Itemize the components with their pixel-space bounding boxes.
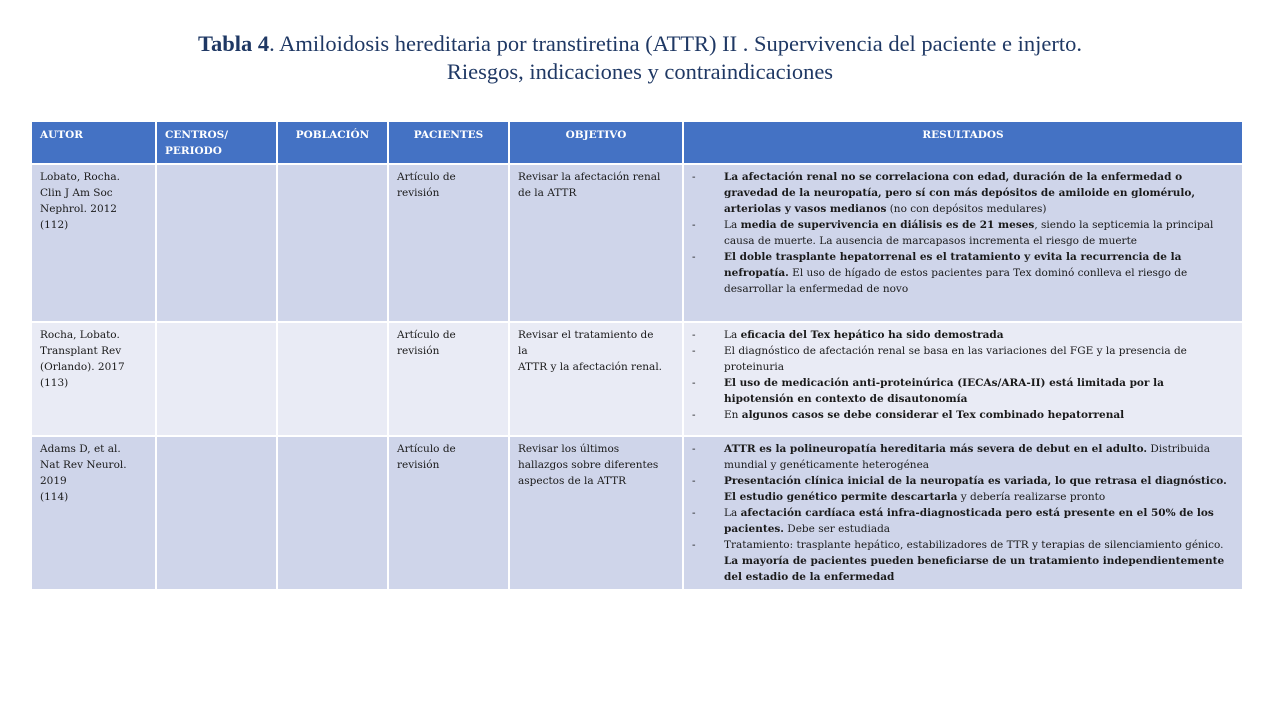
cell-autor-line: Nat Rev Neurol. — [40, 459, 127, 471]
cell-objetivo-line: aspectos de la ATTR — [518, 475, 627, 487]
result-item — [692, 537, 1234, 585]
cell-autor-line: Adams D, et al. — [40, 443, 121, 455]
cell-pacientes — [388, 322, 509, 436]
result-item — [692, 169, 1234, 217]
table-row — [31, 322, 1243, 436]
result-text-bold: eficacia del Tex hepático ha sido demostrada — [740, 329, 1004, 341]
title-label: Tabla 4 — [198, 31, 270, 56]
result-text-bold: El uso de medicación anti-proteinúrica (IECAs/ARA-II) está limitada por la hipotensión en contexto de disautonomía — [724, 377, 1164, 405]
cell-resultados — [683, 322, 1243, 436]
result-item — [692, 505, 1234, 537]
result-text: La — [724, 507, 741, 519]
result-item — [692, 407, 1234, 423]
cell-objetivo — [509, 436, 683, 590]
cell-pacientes — [388, 164, 509, 322]
result-text: El diagnóstico de afectación renal se basa en las variaciones del FGE y la presencia de proteinuria — [724, 345, 1187, 373]
cell-objetivo-line: hallazgos sobre diferentes — [518, 459, 659, 471]
result-text: (no con depósitos medulares) — [886, 203, 1047, 215]
cell-objetivo-line: ATTR y la afectación renal. — [518, 361, 663, 373]
cell-autor-line: (113) — [40, 377, 69, 389]
cell-centros — [156, 322, 277, 436]
result-text-bold: ATTR es la polineuropatía hereditaria más severa de debut en el adulto. — [724, 443, 1148, 455]
cell-autor-line: 2019 — [40, 475, 67, 487]
cell-centros — [156, 164, 277, 322]
result-text: En — [724, 409, 742, 421]
header-pacientes: PACIENTES — [388, 121, 509, 164]
cell-pacientes-line: revisión — [397, 345, 440, 357]
cell-objetivo-line: la — [518, 345, 528, 357]
table-header-row — [31, 121, 1243, 164]
cell-poblacion — [277, 322, 388, 436]
cell-objetivo — [509, 322, 683, 436]
cell-autor-line: (Orlando). 2017 — [40, 361, 125, 373]
result-text: La — [724, 329, 741, 341]
cell-pacientes-line: revisión — [397, 459, 440, 471]
cell-pacientes-line: Artículo de — [397, 329, 456, 341]
header-objetivo: OBJETIVO — [509, 121, 683, 164]
result-item — [692, 327, 1234, 343]
result-item — [692, 217, 1234, 249]
result-item — [692, 473, 1234, 505]
result-item — [692, 249, 1234, 297]
title-line-1 — [0, 30, 1280, 58]
cell-resultados — [683, 164, 1243, 322]
cell-autor — [31, 322, 156, 436]
slide-title — [0, 30, 1280, 86]
result-text-bold: Presentación clínica inicial de la neuropatía es variada, lo que retrasa el diagnóstico. El estudio genético permite descartarla — [724, 475, 1227, 503]
cell-autor-line: (114) — [40, 491, 69, 503]
result-text-bold: media de supervivencia en diálisis es de 21 meses — [740, 219, 1035, 231]
header-centros-text: CENTROS/ PERIODO — [165, 129, 229, 157]
cell-autor-line: (112) — [40, 219, 69, 231]
results-table — [30, 120, 1244, 591]
result-text-bold: La afectación renal no se correlaciona con edad, duración de la enfermedad o gravedad de la neuropatía, pero sí con más depósitos de amiloide en glomérulo, arteriolas y vasos medianos — [724, 171, 1196, 215]
results-list — [692, 169, 1234, 297]
result-item — [692, 375, 1234, 407]
result-text: El uso de hígado de estos pacientes para Tex dominó conlleva el riesgo de desarrollar la enfermedad de novo — [724, 267, 1188, 295]
result-text: Debe ser estudiada — [783, 523, 891, 535]
cell-objetivo — [509, 164, 683, 322]
cell-autor-line: Rocha, Lobato. — [40, 329, 120, 341]
result-text-bold: afectación cardíaca está infra-diagnosticada pero está presente en el 50% de los pacientes. — [724, 507, 1214, 535]
cell-pacientes-line: Artículo de — [397, 443, 456, 455]
header-autor: AUTOR — [31, 121, 156, 164]
cell-pacientes-line: revisión — [397, 187, 440, 199]
cell-autor-line: Transplant Rev — [40, 345, 122, 357]
result-text-bold: El doble trasplante hepatorrenal es el tratamiento y evita la recurrencia de la nefropatía. — [724, 251, 1182, 279]
result-text: y debería realizarse pronto — [957, 491, 1106, 503]
result-text-bold: La mayoría de pacientes pueden beneficiarse de un tratamiento independientemente del estadio de la enfermedad — [724, 555, 1225, 583]
result-text: La — [724, 219, 741, 231]
cell-objetivo-line: Revisar los últimos — [518, 443, 620, 455]
cell-resultados — [683, 436, 1243, 590]
cell-pacientes — [388, 436, 509, 590]
result-text-bold: algunos casos se debe considerar el Tex combinado hepatorrenal — [741, 409, 1125, 421]
cell-autor — [31, 164, 156, 322]
cell-poblacion — [277, 436, 388, 590]
results-list — [692, 441, 1234, 585]
cell-objetivo-line: Revisar el tratamiento de — [518, 329, 654, 341]
cell-autor-line: Clin J Am Soc — [40, 187, 113, 199]
result-text: , siendo la septicemia la principal causa de muerte. La ausencia de marcapasos incrementa el riesgo de muerte — [724, 219, 1214, 247]
header-resultados: RESULTADOS — [683, 121, 1243, 164]
result-item — [692, 441, 1234, 473]
header-poblacion: POBLACIÓN — [277, 121, 388, 164]
cell-poblacion — [277, 164, 388, 322]
cell-pacientes-line: Artículo de — [397, 171, 456, 183]
title-text-1: . Amiloidosis hereditaria por transtiretina (ATTR) II . Supervivencia del paciente e injerto. — [269, 31, 1082, 56]
result-text: Distribuida mundial y genéticamente heterogénea — [724, 443, 1210, 471]
result-item — [692, 343, 1234, 375]
cell-centros — [156, 436, 277, 590]
cell-objetivo-line: de la ATTR — [518, 187, 577, 199]
cell-objetivo-line: Revisar la afectación renal — [518, 171, 661, 183]
header-centros — [156, 121, 277, 164]
table-row — [31, 164, 1243, 322]
title-line-2: Riesgos, indicaciones y contraindicaciones — [446, 59, 834, 84]
result-text: Tratamiento: trasplante hepático, estabilizadores de TTR y terapias de silenciamiento génico. — [724, 539, 1224, 551]
table-row — [31, 436, 1243, 590]
cell-autor — [31, 436, 156, 590]
cell-autor-line: Lobato, Rocha. — [40, 171, 120, 183]
cell-autor-line: Nephrol. 2012 — [40, 203, 117, 215]
results-list — [692, 327, 1234, 423]
